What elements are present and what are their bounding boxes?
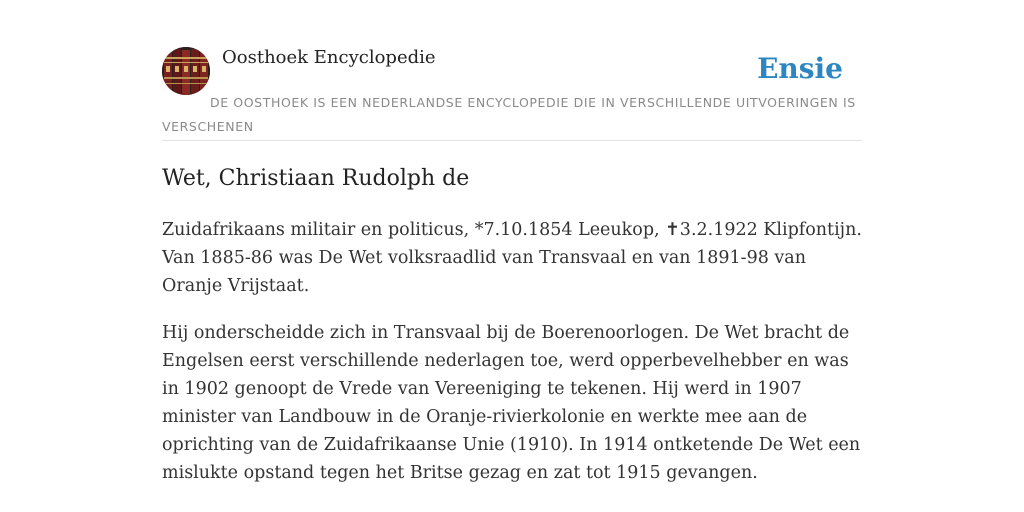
article-title: Wet, Christiaan Rudolph de	[162, 166, 470, 191]
brand-logo[interactable]: Ensie	[757, 52, 843, 85]
page-container	[162, 0, 862, 483]
article-paragraph: Hij onderscheidde zich in Transvaal bij de Boerenoorlogen. De Wet bracht de Engelsen eerst verschillende nederlagen toe, werd opperbevelhebber en was in 1902 genoopt de Vrede van Vereeniging te tekenen. Hij werd in 1907 minister van Landbouw in de Oranje-rivierkolonie en werkte mee aan de oprichting van de Zuidafrikaanse Unie (1910). In 1914 ontketende De Wet een mislukte opstand tegen het Britse gezag en zat tot 1915 gevangen.	[162, 323, 861, 483]
site-title[interactable]: Oosthoek Encyclopedie	[222, 47, 436, 68]
article-paragraph: Zuidafrikaans militair en politicus, *7.10.1854 Leeukop, ✝3.2.1922 Klipfontijn. Van 1885-86 was De Wet volksraadlid van Transvaal en van 1891-98 van Oranje Vrijstaat.	[162, 220, 862, 296]
site-header	[162, 0, 862, 141]
article-body	[162, 216, 867, 506]
book-spines-icon[interactable]	[162, 47, 210, 95]
site-tagline: DE OOSTHOEK IS EEN NEDERLANDSE ENCYCLOPEDIE DIE IN VERSCHILLENDE UITVOERINGEN IS VERSCHENEN	[162, 95, 856, 134]
